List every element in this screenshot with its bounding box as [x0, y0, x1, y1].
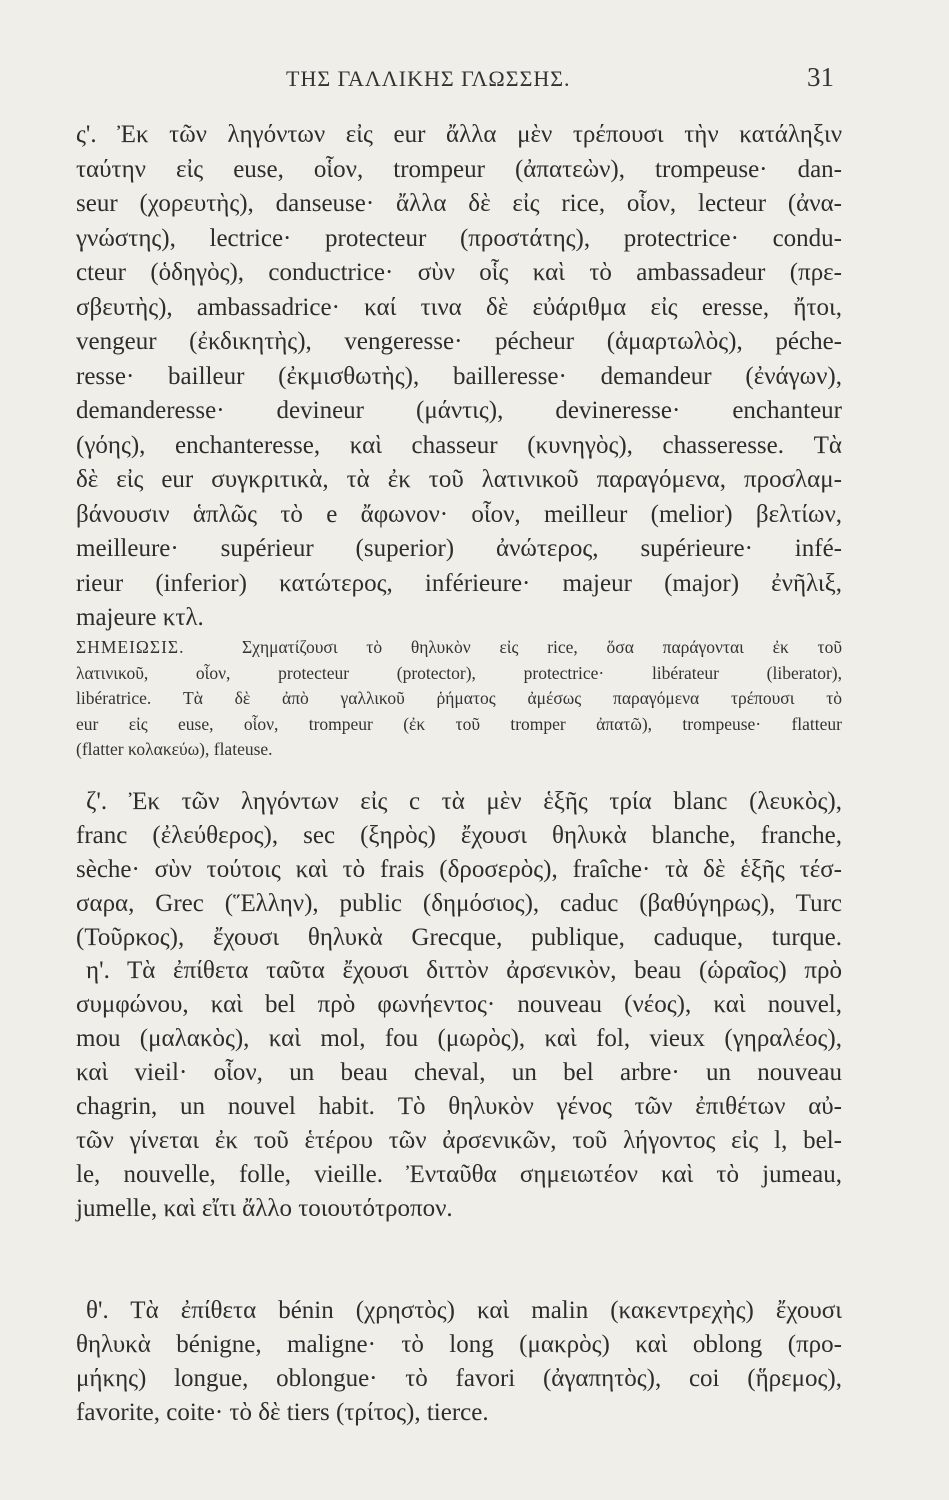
text-line: seur (χορευτὴς), danseuse· ἄλλα δὲ εἰς rice, οἷον, lecteur (ἀνα- — [76, 190, 842, 217]
section-6-paragraph — [76, 118, 842, 636]
text-line: ταύτην εἰς euse, οἷον, trompeur (ἀπατεὼν), trompeuse· dan- — [76, 155, 842, 183]
text-line: βάνουσιν ἁπλῶς τὸ e ἄφωνον· οἷον, meilleur (melior) βελτίων, — [76, 500, 842, 528]
note-line: libératrice. Τὰ δὲ ἀπὸ γαλλικοῦ ῥήματος ἀμέσως παραγόμενα τρέπουσι τὸ — [76, 688, 842, 708]
note-line: (flatter κολακεύω), flateuse. — [76, 739, 273, 759]
text-line: γνώστης), lectrice· protecteur (προστάτης), protectrice· condu- — [76, 224, 842, 252]
text-line: τῶν γίνεται ἐκ τοῦ ἑτέρου τῶν ἀρσενικῶν, τοῦ λήγοντος εἰς l, bel- — [76, 1126, 842, 1154]
text-line: cteur (ὁδηγὸς), conductrice· σὺν οἷς καὶ τὸ ambassadeur (πρε- — [76, 259, 842, 286]
page-header — [76, 62, 834, 100]
text-line: favorite, coite· τὸ δὲ tiers (τρίτος), tierce. — [76, 1398, 489, 1426]
text-line: meilleure· supérieur (superior) ἀνώτερος, supérieure· infé- — [76, 535, 842, 562]
note-label: ΣΗΜΕΙΩΣΙΣ. — [76, 637, 185, 657]
text-line: le, nouvelle, folle, vieille. Ἐνταῦθα σημειωτέον καὶ τὸ jumeau, — [76, 1160, 842, 1188]
text-line: mou (μαλακὸς), καὶ mol, fou (μωρὸς), καὶ fol, vieux (γηραλέος), — [76, 1025, 842, 1053]
text-line: θηλυκὰ bénigne, maligne· τὸ long (μακρὸς) καὶ oblong (προ- — [76, 1330, 842, 1358]
note-block — [76, 635, 842, 763]
text-line: (γόης), enchanteresse, καὶ chasseur (κυνηγὸς), chasseresse. Τὰ — [76, 431, 842, 459]
text-line: ς'. Ἐκ τῶν ληγόντων εἰς eur ἄλλα μὲν τρέπουσι τὴν κατάληξιν — [76, 121, 842, 148]
text-line: δὲ εἰς eur συγκριτικὰ, τὰ ἐκ τοῦ λατινικοῦ παραγόμενα, προσλαμ- — [76, 466, 842, 493]
note-text: Σχηματίζουσι τὸ θηλυκὸν εἰς rice, ὅσα παράγονται ἐκ τοῦ — [242, 637, 842, 657]
text-line: majeure κτλ. — [76, 604, 204, 631]
text-line: σβευτὴς), ambassadrice· καί τινα δὲ εὐάριθμα εἰς eresse, ἤτοι, — [76, 293, 842, 321]
text-line: (Τοῦρκος), ἔχουσι θηλυκὰ Grecque, publique, caduque, turque. — [76, 923, 842, 951]
text-line: θ'. Τὰ ἐπίθετα bénin (χρηστὸς) καὶ malin (κακεντρεχὴς) ἔχουσι — [86, 1297, 842, 1324]
text-line: sèche· σὺν τούτοις καὶ τὸ frais (δροσερὸς), fraîche· τὰ δὲ ἑξῆς τέσ- — [76, 855, 842, 883]
note-line: λατινικοῦ, οἷον, protecteur (protector), protectrice· libérateur (liberator), — [76, 662, 842, 683]
text-line: rieur (inferior) κατώτερος, inférieure· majeur (major) ἐνῆλιξ, — [76, 569, 842, 597]
text-line: chagrin, un nouvel habit. Τὸ θηλυκὸν γένος τῶν ἐπιθέτων αὐ- — [76, 1093, 842, 1121]
page-number: 31 — [807, 62, 834, 92]
text-line: καὶ vieil· οἷον, un beau cheval, un bel arbre· un nouveau — [76, 1059, 842, 1087]
text-line: μήκης) longue, oblongue· τὸ favori (ἀγαπητὸς), coi (ἥρεμος), — [76, 1364, 842, 1392]
text-line: συμφώνου, καὶ bel πρὸ φωνήεντος· nouveau (νέος), καὶ nouvel, — [76, 991, 842, 1019]
text-line: vengeur (ἐκδικητὴς), vengeresse· pécheur (ἁμαρτωλὸς), péche- — [76, 328, 842, 355]
text-line: ζ'. Ἐκ τῶν ληγόντων εἰς c τὰ μὲν ἑξῆς τρία blanc (λευκὸς), — [86, 788, 842, 815]
note-line-first — [76, 635, 842, 661]
running-title: ΤΗΣ ΓΑΛΛΙΚΗΣ ΓΛΩΣΣΗΣ. — [286, 66, 571, 91]
text-line: jumelle, καὶ εἴτι ἄλλο τοιουτότροπον. — [76, 1194, 453, 1222]
text-line: σαρα, Grec (Ἕλλην), public (δημόσιος), caduc (βαθύγηρως), Turc — [76, 889, 842, 917]
text-line: η'. Τὰ ἐπίθετα ταῦτα ἔχουσι διττὸν ἀρσενικὸν, beau (ὡραῖος) πρὸ — [86, 957, 842, 985]
text-line: franc (ἐλεύθερος), sec (ξηρὸς) ἔχουσι θηλυκὰ blanche, franche, — [76, 821, 842, 849]
note-line: eur εἰς euse, οἷον, trompeur (ἐκ τοῦ tromper ἀπατῶ), trompeuse· flatteur — [76, 713, 842, 734]
text-line: demanderesse· devineur (μάντις), devineresse· enchanteur — [76, 397, 842, 424]
text-line: resse· bailleur (ἐκμισθωτὴς), bailleresse· demandeur (ἐνάγων), — [76, 362, 842, 390]
section-7-8-paragraphs — [76, 785, 842, 1226]
section-9-paragraph — [76, 1294, 842, 1430]
